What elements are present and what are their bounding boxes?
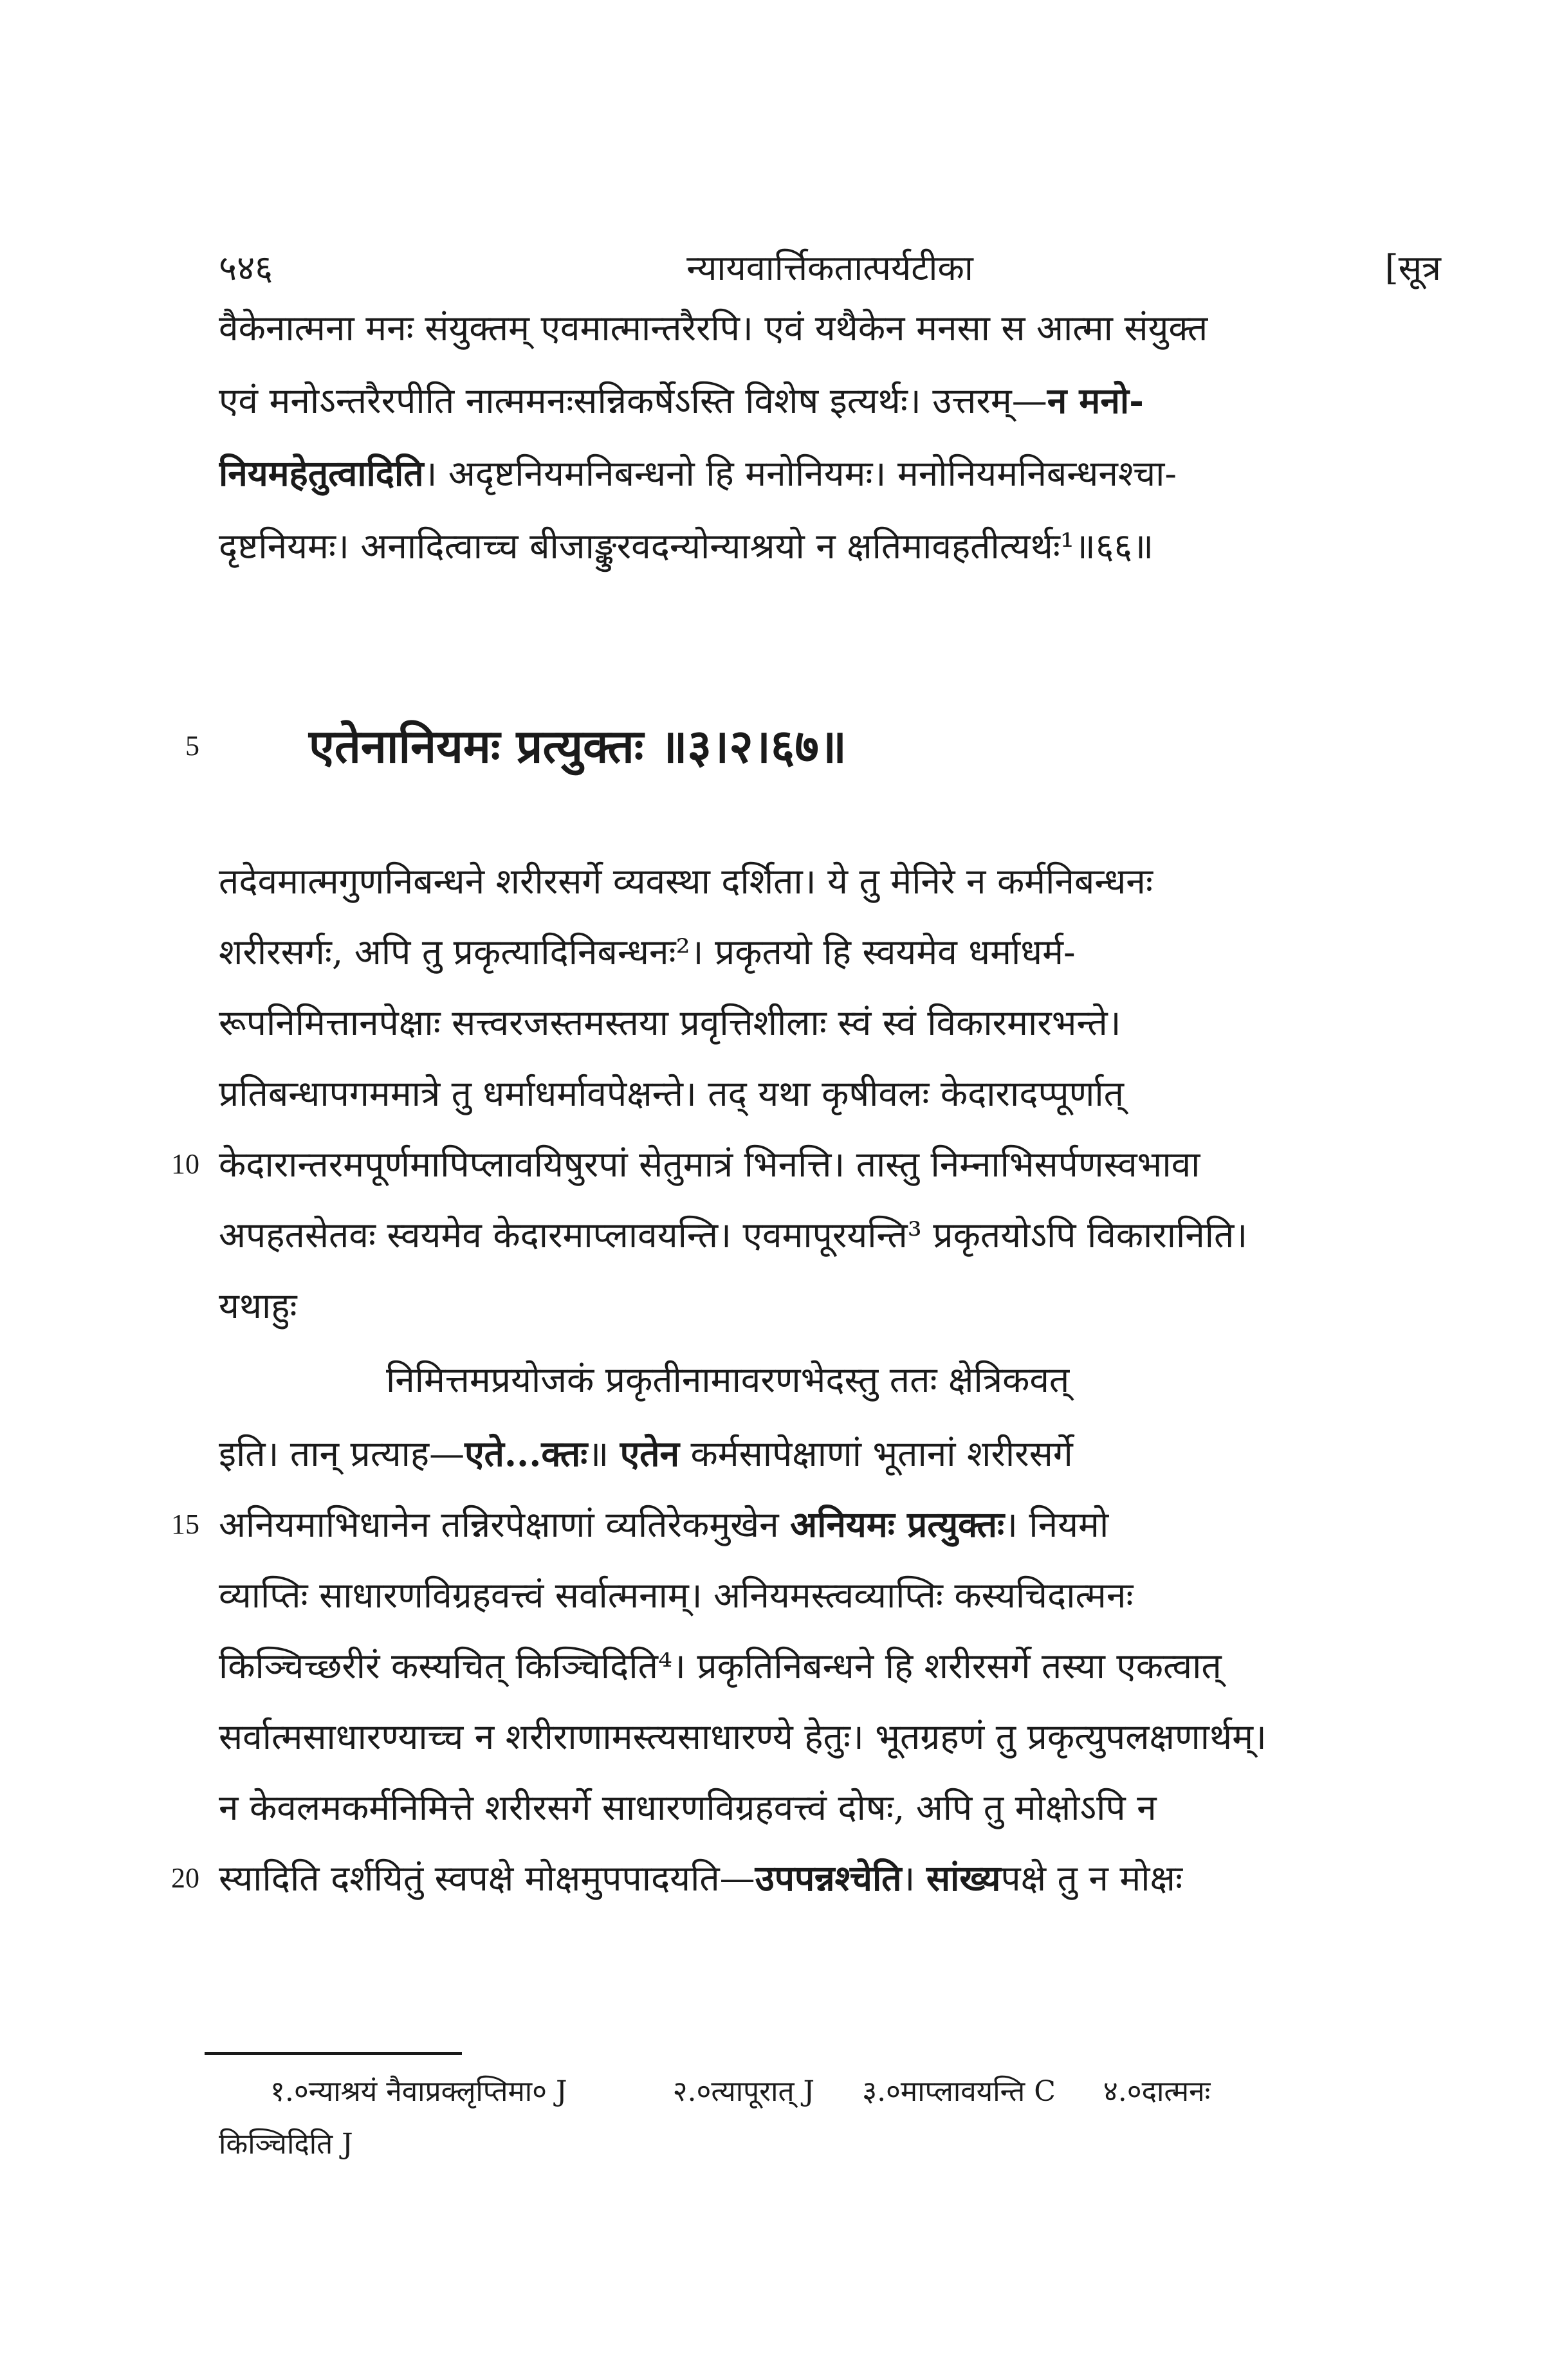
line-number: 5 [185, 730, 199, 762]
text-line [219, 369, 1441, 433]
text-segment: पक्षे तु न मोक्षः [1000, 1858, 1183, 1899]
text-segment: प्रतिबन्धापगममात्रे तु धर्माधर्मावपेक्षन्ते। तद् यथा कृषीवलः केदारादप्पूर्णात् [219, 1073, 1125, 1114]
bold-term: सांख्य [926, 1857, 1001, 1899]
text-segment: रूपनिमित्तानपेक्षाः सत्त्वरजस्तमस्तया प्रवृत्तिशीलाः स्वं स्वं विकारमारभन्ते। [219, 1002, 1121, 1043]
text-line [219, 920, 1441, 984]
sutra-heading: एतेनानियमः प्रत्युक्तः ॥३।२।६७॥ [309, 719, 847, 773]
text-segment: इति। तान् प्रत्याह— [219, 1433, 465, 1474]
text-line [219, 1634, 1441, 1698]
bold-term: नियमहेतुत्वादिति [219, 452, 424, 494]
line-number: 20 [171, 1862, 199, 1894]
text-segment: एवं मनोऽन्तरैरपीति नात्ममनःसन्निकर्षेऽस्ति विशेष इत्यर्थः। उत्तरम्— [219, 380, 1047, 421]
text-line [219, 441, 1441, 506]
footnote-2: २.०त्यापूरात् J [672, 2075, 815, 2108]
text-segment: । [901, 1858, 926, 1899]
text-segment: वैकेनात्मना मनः संयुक्तम् एवमात्मान्तरैरपि। एवं यथैकेन मनसा स आत्मा संयुक्त [219, 307, 1208, 349]
footnote-line [219, 2065, 1441, 2119]
text-segment: स्यादिति दर्शयितुं स्वपक्षे मोक्षमुपपादयति— [219, 1858, 755, 1899]
bold-term: उपपन्नश्चेति [755, 1857, 902, 1899]
text-segment: व्याप्तिः साधारणविग्रहवत्त्वं सर्वात्मनाम्। अनियमस्त्वव्याप्तिः कस्यचिदात्मनः [219, 1575, 1134, 1616]
text-line [219, 1846, 1441, 1910]
text-line [219, 1132, 1441, 1196]
line-number: 15 [171, 1508, 199, 1540]
text-line [219, 1274, 1441, 1338]
text-line [219, 1563, 1441, 1627]
text-line [219, 991, 1441, 1055]
text-segment: किञ्चिच्छरीरं कस्यचित् किञ्चिदिति⁴। प्रकृतिनिबन्धने हि शरीरसर्गे तस्या एकत्वात् [219, 1645, 1222, 1687]
text-segment: ॥ [587, 1433, 620, 1474]
text-line [219, 514, 1441, 578]
text-segment: निमित्तमप्रयोजकं प्रकृतीनामावरणभेदस्तु ततः क्षेत्रिकवत् [386, 1359, 1070, 1400]
text-segment: सर्वात्मसाधारण्याच्च न शरीराणामस्त्यसाधारण्ये हेतुः। भूतग्रहणं तु प्रकृत्युपलक्षणार्थम्। [219, 1716, 1267, 1757]
text-line [219, 1422, 1441, 1486]
bold-term: एतेन [620, 1433, 680, 1474]
bold-term: एते...क्तः [464, 1433, 588, 1474]
text-segment: कर्मसापेक्षाणां भूतानां शरीरसर्गे [679, 1433, 1073, 1474]
text-segment: । अदृष्टनियमनिबन्धनो हि मनोनियमः। मनोनियमनिबन्धनश्चा- [423, 453, 1177, 494]
text-line [219, 1203, 1441, 1267]
text-line [219, 1492, 1441, 1557]
footnote-3: ३.०माप्लावयन्ति C [862, 2075, 1056, 2108]
footnote-divider [205, 2052, 462, 2055]
page-header [219, 239, 1441, 297]
text-segment: केदारान्तरमपूर्णमापिप्लावयिषुरपां सेतुमात्रं भिनत्ति। तास्तु निम्नाभिसर्पणस्वभावा [219, 1144, 1200, 1185]
bold-term: अनियमः प्रत्युक्तः [790, 1503, 1005, 1545]
text-line [219, 849, 1441, 913]
line-number: 10 [171, 1148, 199, 1180]
text-line [219, 296, 1441, 360]
text-line [386, 1348, 1415, 1412]
section-marker: [सूत्र [1384, 248, 1441, 288]
text-line [219, 1061, 1441, 1126]
text-line [219, 1705, 1441, 1769]
text-segment: अनियमाभिधानेन तन्निरपेक्षाणां व्यतिरेकमुखेन [219, 1504, 791, 1545]
text-segment: दृष्टनियमः। अनादित्वाच्च बीजाङ्कुरवदन्योन्याश्रयो न क्षतिमावहतीत्यर्थः¹॥६६॥ [219, 526, 1154, 567]
text-segment: न केवलमकर्मनिमित्ते शरीरसर्गे साधारणविग्रहवत्त्वं दोषः, अपि तु मोक्षोऽपि न [219, 1787, 1157, 1828]
bold-term: न मनो- [1047, 380, 1144, 421]
text-segment: । नियमो [1004, 1504, 1109, 1545]
text-segment: शरीरसर्गः, अपि तु प्रकृत्यादिनिबन्धनः²। प्रकृतयो हि स्वयमेव धर्माधर्म- [219, 931, 1076, 973]
footnote-4: ४.०दात्मनः [1103, 2075, 1211, 2108]
page-number: ५४६ [219, 248, 273, 288]
footnote-continuation: किञ्चिदिति J [219, 2128, 353, 2161]
footnote-1: १.०न्याश्रयं नैवाप्रक्लृप्तिमा० J [270, 2075, 567, 2108]
text-segment: तदेवमात्मगुणनिबन्धने शरीरसर्गे व्यवस्था दर्शिता। ये तु मेनिरे न कर्मनिबन्धनः [219, 861, 1153, 902]
text-line [219, 1775, 1441, 1840]
running-title: न्यायवार्त्तिकतात्पर्यटीका [686, 248, 973, 288]
text-segment: यथाहुः [219, 1285, 297, 1326]
text-segment: अपहतसेतवः स्वयमेव केदारमाप्लावयन्ति। एवमापूरयन्ति³ प्रकृतयोऽपि विकारानिति। [219, 1214, 1248, 1256]
